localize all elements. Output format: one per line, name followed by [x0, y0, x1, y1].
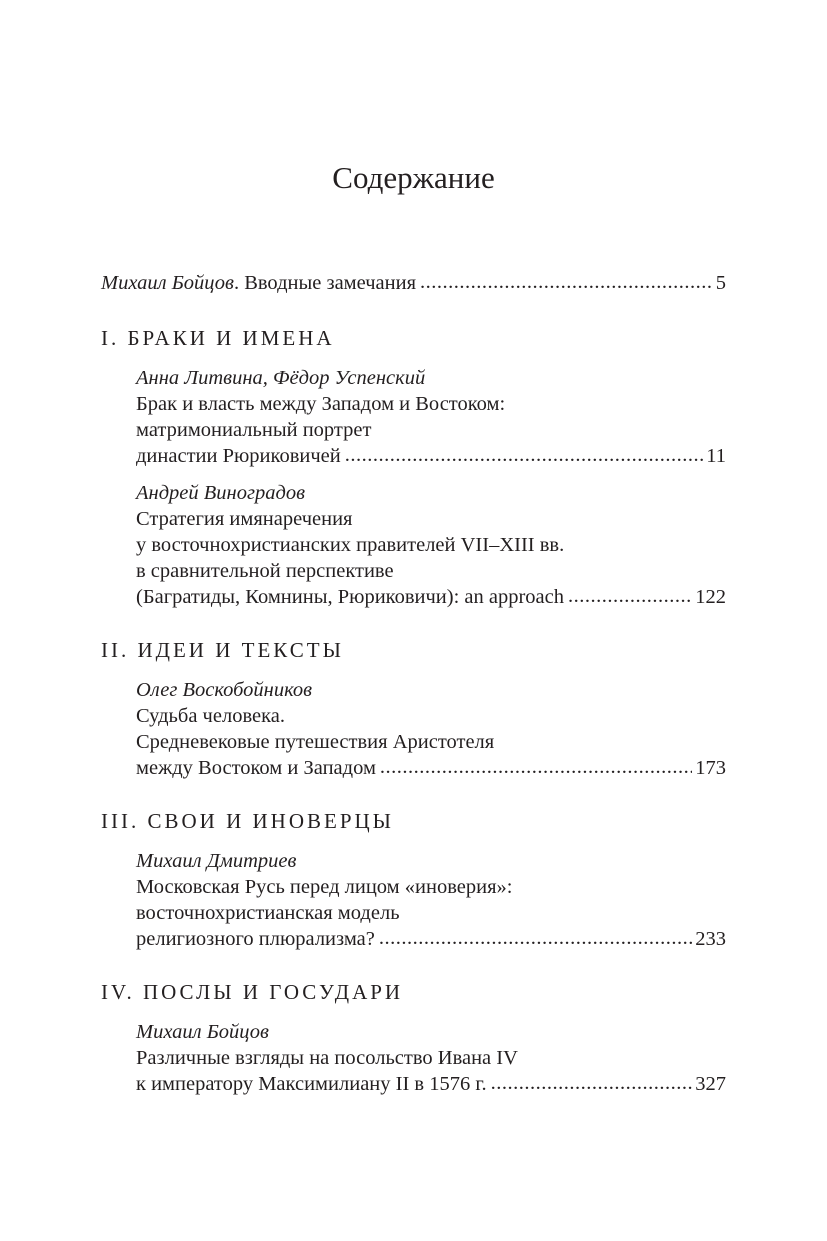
toc-entry-intro[interactable]: [101, 270, 726, 296]
section-heading: IV. ПОСЛЫ И ГОСУДАРИ: [101, 980, 404, 1004]
toc-section: [101, 637, 726, 781]
toc-entry[interactable]: [136, 1019, 726, 1097]
entry-last-line: [136, 755, 726, 781]
entry-last-line: [136, 443, 726, 469]
entry-author: Андрей Виноградов: [136, 482, 305, 504]
entry-title-line: Средневековые путешествия Аристотеля: [136, 731, 495, 753]
entry-last-line: [136, 584, 726, 610]
dot-leader: [568, 583, 692, 609]
entry-title-line: восточнохристианская модель: [136, 902, 400, 924]
dot-leader: [345, 442, 704, 468]
entry-title-line: Судьба человека.: [136, 705, 285, 727]
toc-entry[interactable]: [136, 365, 726, 469]
page-number: 173: [695, 757, 726, 779]
entry-last-line: [136, 1071, 726, 1097]
page-number: 233: [695, 928, 726, 950]
entry-title-line: Московская Русь перед лицом «иноверия»:: [136, 876, 513, 898]
entry-title-line: Стратегия имянаречения: [136, 508, 353, 530]
entry-title-line: между Востоком и Западом: [136, 757, 376, 779]
page-number: 5: [715, 272, 726, 294]
page-number: 122: [695, 586, 726, 608]
dot-leader: [420, 269, 713, 295]
entry-author: Михаил Бойцов: [101, 272, 234, 294]
page-title: Содержание: [332, 160, 495, 195]
entry-author: Анна Литвина, Фёдор Успенский: [136, 367, 426, 389]
dot-leader: [379, 925, 692, 951]
toc-entry-text: [101, 270, 416, 296]
entry-title-line: религиозного плюрализма?: [136, 928, 375, 950]
toc-entry[interactable]: [136, 848, 726, 952]
section-heading: I. БРАКИ И ИМЕНА: [101, 326, 335, 350]
entry-author: Михаил Бойцов: [136, 1021, 269, 1043]
dot-leader: [491, 1070, 693, 1096]
toc-section: [101, 979, 726, 1097]
toc-section: [101, 808, 726, 952]
toc-entry[interactable]: [136, 677, 726, 781]
entry-title-line: династии Рюриковичей: [136, 445, 341, 467]
entry-title: . Вводные замечания: [233, 272, 417, 294]
table-of-contents: [101, 270, 726, 1124]
dot-leader: [380, 754, 692, 780]
entry-author: Михаил Дмитриев: [136, 850, 297, 872]
entry-title-line: (Багратиды, Комнины, Рюриковичи): an approach: [136, 586, 565, 608]
page-number: 327: [695, 1073, 726, 1095]
entry-title-line: у восточнохристианских правителей VII–XIII вв.: [136, 534, 565, 556]
entry-title-line: матримониальный портрет: [136, 419, 372, 441]
page-number: 11: [706, 445, 726, 467]
toc-section: [101, 325, 726, 610]
entry-author: Олег Воскобойников: [136, 679, 313, 701]
entry-title-line: Различные взгляды на посольство Ивана IV: [136, 1047, 518, 1069]
section-heading: II. ИДЕИ И ТЕКСТЫ: [101, 638, 344, 662]
entry-title-line: в сравнительной перспективе: [136, 560, 394, 582]
entry-last-line: [136, 926, 726, 952]
entry-title-line: к императору Максимилиану II в 1576 г.: [136, 1073, 487, 1095]
section-heading: III. СВОИ И ИНОВЕРЦЫ: [101, 809, 394, 833]
entry-title-line: Брак и власть между Западом и Востоком:: [136, 393, 506, 415]
toc-entry[interactable]: [136, 480, 726, 610]
